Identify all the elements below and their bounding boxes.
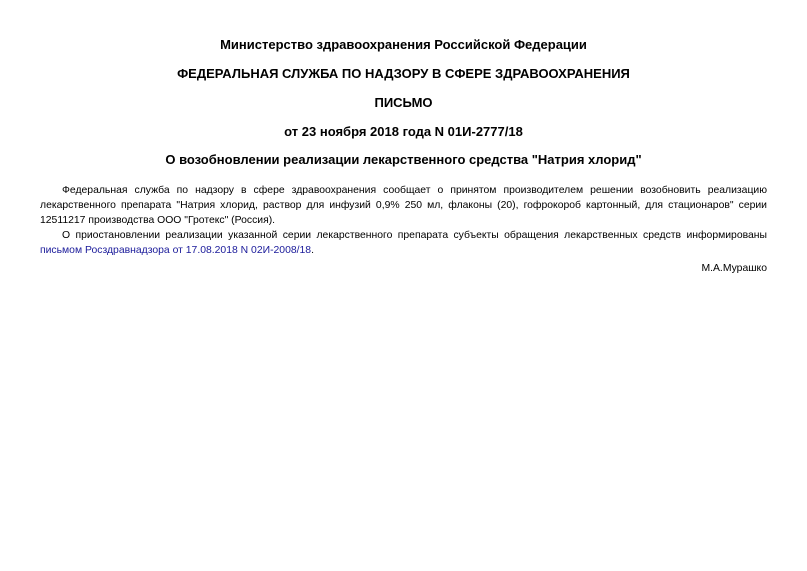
paragraph-2-text: О приостановлении реализации указанной серии лекарственного препарата субъекты обращения лекарственных средств информированы bbox=[62, 230, 767, 241]
subject-heading: О возобновлении реализации лекарственного средства "Натрия хлорид" bbox=[165, 152, 642, 167]
paragraph-2-end: . bbox=[311, 245, 314, 256]
date-number-heading: от 23 ноября 2018 года N 01И-2777/18 bbox=[284, 124, 523, 139]
document-body bbox=[40, 183, 767, 258]
paragraph-1: Федеральная служба по надзору в сфере здравоохранения сообщает о принятом производителем решении возобновить реализацию лекарственного препарата "Натрия хлорид, раствор для инфузий 0,9% 250 мл, флаконы (20), гофрокороб картонный, для стационаров" серии 12511217 производства ООО "Гротекс" (Россия). bbox=[40, 185, 767, 226]
ministry-heading: Министерство здравоохранения Российской Федерации bbox=[220, 37, 587, 52]
service-heading: ФЕДЕРАЛЬНАЯ СЛУЖБА ПО НАДЗОРУ В СФЕРЕ ЗДРАВООХРАНЕНИЯ bbox=[177, 66, 630, 81]
paragraph-2 bbox=[40, 228, 767, 258]
signature: М.А.Мурашко bbox=[701, 263, 767, 274]
document-page bbox=[40, 0, 767, 571]
document-type-heading: ПИСЬМО bbox=[374, 95, 433, 110]
letter-reference-link[interactable]: письмом Росздравнадзора от 17.08.2018 N 02И-2008/18 bbox=[40, 245, 312, 256]
